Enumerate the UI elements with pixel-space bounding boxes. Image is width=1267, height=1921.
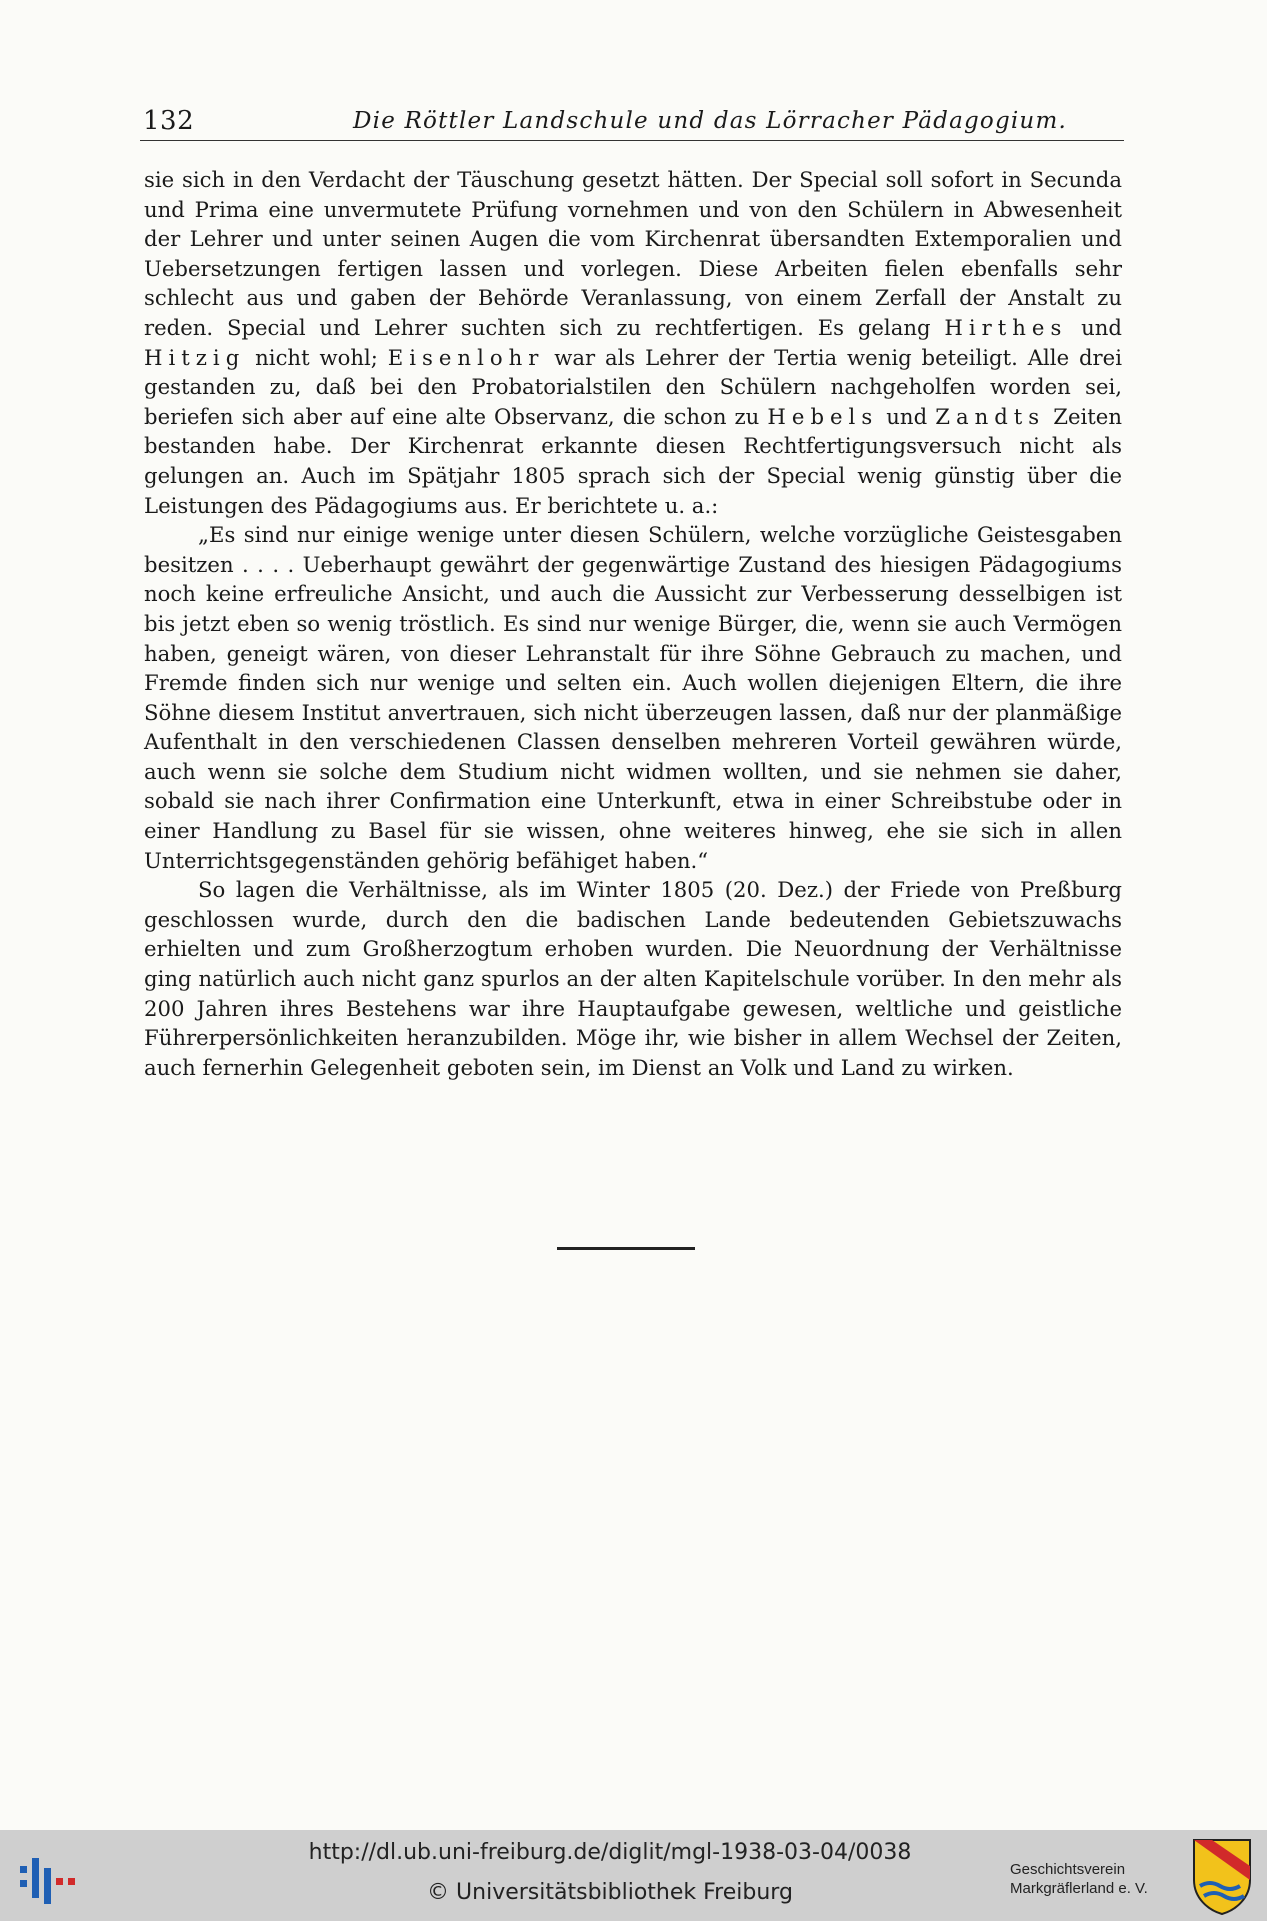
paragraph-text: war als Lehrer der Tertia wenig beteiligt. Alle drei gestanden zu, daß bei den Probatorialstilen den Schülern nachgeholfen worden sei, beriefen sich aber auf eine alte Observanz, die schon zu [144, 344, 1122, 429]
paragraph-2-quote: „Es sind nur einige wenige unter diesen Schülern, welche vorzügliche Geistesgaben besitzen . . . . Ueberhaupt gewährt der gegenwärtige Zustand des hiesigen Pädagogiums noch keine erfreuliche Ansicht, und auch die Aussicht zur Verbesserung desselbigen ist bis jetzt eben so wenig tröstlich. Es sind nur wenige Bürger, die, wenn sie auch Vermögen haben, geneigt wären, von dieser Lehranstalt für ihre Söhne Gebrauch zu machen, und Fremde finden sich nur wenige und selten ein. Auch wollen diejenigen Eltern, die ihre Söhne diesem Institut anvertrauen, sich nicht überzeugen lassen, daß nur der planmäßige Aufenthalt in den verschiedenen Classen denselben mehreren Vorteil gewähren würde, auch wenn sie solche dem Studium nicht widmen wollten, und sie nehmen sie daher, sobald sie nach ihrer Confirmation eine Unterkunft, etwa in einer Schreibstube oder in einer Handlung zu Basel für sie wissen, ohne weiteres hinweg, ehe sie sich in allen Unterrichtsgegenständen gehörig befähiget haben.“ [144, 522, 1122, 873]
paragraph-1 [144, 165, 1122, 520]
running-title: Die Röttler Landschule und das Lörracher Pädagogium. [353, 108, 1067, 134]
society-line-1: Geschichtsverein [1010, 1861, 1126, 1878]
permalink-url[interactable]: http://dl.ub.uni-freiburg.de/diglit/mgl-1938-03-04/0038 [308, 1840, 912, 1865]
footer-bar [0, 1830, 1267, 1921]
person-name: Hirthes [944, 314, 1068, 340]
paragraph-text: und [1081, 314, 1122, 340]
page-header [140, 102, 1124, 141]
paragraph-text: sie sich in den Verdacht der Täuschung gesetzt hätten. Der Special soll sofort in Secunda und Prima eine unvermutete Prüfung vornehmen und von den Schülern in Abwesenheit der Lehrer und unter seinen Augen die vom Kirchenrat übersandten Extemporalien und Uebersetzungen fertigen lassen und vorlegen. Diese Arbeiten fielen ebenfalls sehr schlecht aus und gaben der Behörde Veranlassung, von einem Zerfall der Anstalt zu reden. Special und Lehrer suchten sich zu rechtfertigen. Es gelang [144, 167, 1122, 340]
person-name: Hitzig [144, 344, 246, 370]
person-name: Zandts [935, 403, 1046, 429]
body-text [144, 165, 1122, 1082]
paragraph-text: und [886, 403, 928, 429]
ub-freiburg-logo-icon[interactable] [14, 1848, 84, 1908]
paragraph-3: So lagen die Verhältnisse, als im Winter 1805 (20. Dez.) der Friede von Preßburg geschlossen wurde, durch den die badischen Lande bedeutenden Gebietszuwachs erhielten und zum Großherzogtum erhoben wurden. Die Neuordnung der Verhältnisse ging natürlich auch nicht ganz spurlos an der alten Kapitelschule vorüber. In den mehr als 200 Jahren ihres Bestehens war ihre Hauptaufgabe gewesen, weltliche und geistliche Führerpersönlichkeiten heranzubilden. Möge ihr, wie bisher in allem Wechsel der Zeiten, auch fernerhin Gelegenheit geboten sein, im Dienst an Volk und Land zu wirken. [144, 877, 1122, 1080]
copyright-notice: © Universitätsbibliothek Freiburg [427, 1880, 793, 1905]
end-rule [557, 1247, 695, 1250]
society-line-2: Markgräflerland e. V. [1010, 1880, 1148, 1897]
paragraph-text: Zeiten bestanden habe. Der Kirchenrat erkannte diesen Rechtfertigungsversuch nicht als gelungen an. Auch im Spätjahr 1805 sprach sich der Special wenig günstig über die Leistungen des Pädagogiums aus. Er berichtete u. a.: [144, 403, 1122, 518]
person-name: Hebels [767, 403, 879, 429]
society-name [1010, 1860, 1190, 1898]
page-number: 132 [143, 106, 195, 136]
person-name: Eisenlohr [387, 344, 545, 370]
coat-of-arms-icon[interactable] [1190, 1836, 1254, 1916]
paragraph-text: nicht wohl; [255, 344, 378, 370]
